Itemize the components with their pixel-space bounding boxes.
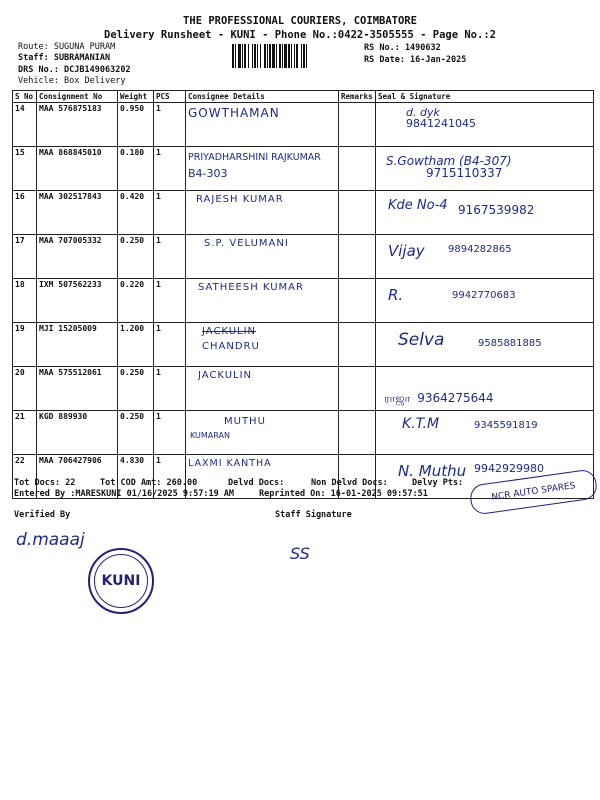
phone-handwriting: 9364275644 (417, 391, 494, 405)
signature-handwriting: Selva (398, 330, 445, 350)
route: Route: SUGUNA PURAM (18, 42, 116, 52)
total-cod-amount: Tot COD Amt: 260.00 (100, 478, 198, 488)
pcs: 1 (154, 323, 186, 367)
signature-handwriting: K.T.M (402, 416, 440, 432)
pcs: 1 (154, 411, 186, 455)
drs-number: DRS No.: DCJB149063202 (18, 65, 131, 75)
col-header-remarks: Remarks (339, 91, 376, 103)
pcs: 1 (154, 191, 186, 235)
runsheet-table (12, 90, 594, 499)
consignment-no: MAA 302517843 (37, 191, 118, 235)
signature-handwriting: ராஜா (384, 392, 411, 405)
sno: 19 (13, 323, 37, 367)
consignee-handwriting: SATHEESH KUMAR (198, 282, 304, 293)
staff-signature: SS (290, 544, 310, 563)
weight: 0.250 (118, 411, 154, 455)
signature-cell (376, 411, 594, 455)
consignee-handwriting: LAXMI KANTHA (188, 458, 272, 469)
signature-cell (376, 235, 594, 279)
pcs: 1 (154, 147, 186, 191)
consignment-no: MAA 576875183 (37, 103, 118, 147)
consignee-handwriting: JACKULIN (202, 326, 257, 337)
barcode (232, 44, 358, 68)
consignment-no: MAA 575512061 (37, 367, 118, 411)
signature-cell (376, 323, 594, 367)
consignment-no: MJI 15205009 (37, 323, 118, 367)
weight: 0.220 (118, 279, 154, 323)
col-header-signature: Seal & Signature (376, 91, 594, 103)
phone-handwriting: 9942770683 (452, 290, 516, 301)
pcs: 1 (154, 103, 186, 147)
sno: 16 (13, 191, 37, 235)
consignment-no: MAA 706427906 (37, 455, 118, 499)
barcode-bar (307, 44, 309, 68)
company-title: THE PROFESSIONAL COURIERS, COIMBATORE (183, 15, 417, 27)
staff: Staff: SUBRAMANIAN (18, 53, 111, 63)
consignee-cell (186, 411, 339, 455)
signature-cell (376, 279, 594, 323)
sno: 14 (13, 103, 37, 147)
table-row (13, 279, 594, 323)
col-header-pcs: PCS (154, 91, 186, 103)
entered-by: Entered By :MARESKUNI 01/16/2025 9:57:19 AM (14, 489, 235, 499)
pcs: 1 (154, 279, 186, 323)
phone-handwriting: 9942929980 (474, 462, 544, 475)
sno: 22 (13, 455, 37, 499)
signature-handwriting: Vijay (388, 242, 425, 260)
phone-handwriting: 9167539982 (458, 203, 535, 217)
phone-handwriting: 9345591819 (474, 420, 538, 431)
total-docs: Tot Docs: 22 (14, 478, 76, 488)
col-header-consignment: Consignment No (37, 91, 118, 103)
sno: 21 (13, 411, 37, 455)
consignee-handwriting-2: CHANDRU (202, 341, 260, 352)
phone-handwriting: 9841241045 (406, 117, 476, 130)
consignee-handwriting: GOWTHAMAN (188, 106, 280, 120)
phone-handwriting: 9894282865 (448, 244, 512, 255)
consignment-no: KGD 889930 (37, 411, 118, 455)
consignment-no: IXM 507562233 (37, 279, 118, 323)
weight: 0.420 (118, 191, 154, 235)
verified-by-label: Verified By (14, 510, 71, 520)
weight: 0.180 (118, 147, 154, 191)
consignee-cell (186, 367, 339, 411)
table-row (13, 103, 594, 147)
pcs: 1 (154, 367, 186, 411)
staff-signature-label: Staff Signature (275, 510, 352, 520)
signature-cell (376, 147, 594, 191)
consignee-handwriting: S.P. VELUMANI (204, 238, 289, 249)
consignee-cell (186, 191, 339, 235)
table-row (13, 191, 594, 235)
signature-handwriting: R. (388, 286, 404, 304)
consignee-cell (186, 235, 339, 279)
sno: 18 (13, 279, 37, 323)
stamp-text: KUNI (101, 573, 141, 589)
delivery-points-note-text: NCR AUTO SPARES (490, 481, 577, 503)
consignee-handwriting-2: B4-303 (188, 167, 228, 180)
sno: 15 (13, 147, 37, 191)
non-delivered-docs: Non Delvd Docs: (311, 478, 388, 488)
consignee-cell (186, 103, 339, 147)
consignee-handwriting: PRIYADHARSHINI RAJKUMAR (188, 152, 321, 163)
consignee-cell (186, 323, 339, 367)
signature-cell (376, 367, 594, 411)
signature-handwriting: N. Muthu (398, 462, 467, 480)
weight: 0.950 (118, 103, 154, 147)
remarks (339, 191, 376, 235)
sno: 17 (13, 235, 37, 279)
delivered-docs: Delvd Docs: (228, 478, 285, 488)
kuni-stamp (88, 548, 154, 614)
weight: 4.830 (118, 455, 154, 499)
signature-handwriting: Kde No-4 (388, 198, 448, 213)
table-header-row (13, 91, 594, 103)
reprinted-on: Reprinted On: 16-01-2025 09:57:51 (259, 489, 428, 499)
consignee-cell (186, 147, 339, 191)
consignee-handwriting-2: KUMARAN (190, 431, 230, 440)
col-header-weight: Weight (118, 91, 154, 103)
consignee-cell (186, 279, 339, 323)
delivery-points: Delvy Pts: (412, 478, 464, 488)
col-header-sno: S No (13, 91, 37, 103)
verifier-signature: d.maaaj (16, 530, 85, 550)
signature-handwriting: d. dyk (406, 106, 440, 119)
weight: 0.250 (118, 235, 154, 279)
consignment-no: MAA 868845010 (37, 147, 118, 191)
signature-handwriting: S.Gowtham (B4-307) (386, 154, 512, 168)
consignee-handwriting: JACKULIN (198, 370, 253, 381)
rs-number: RS No.: 1490632 (364, 43, 441, 53)
pcs: 1 (154, 235, 186, 279)
vehicle: Vehicle: Box Delivery (18, 76, 126, 86)
phone-handwriting: 9715110337 (426, 166, 503, 180)
runsheet-title: Delivery Runsheet - KUNI - Phone No.:0422-3505555 - Page No.:2 (104, 29, 496, 41)
col-header-consignee: Consignee Details (186, 91, 339, 103)
sno: 20 (13, 367, 37, 411)
remarks (339, 103, 376, 147)
table-row (13, 323, 594, 367)
table-row (13, 147, 594, 191)
table-row (13, 235, 594, 279)
rs-date: RS Date: 16-Jan-2025 (364, 55, 467, 65)
table-row (13, 411, 594, 455)
consignee-handwriting: MUTHU (224, 416, 266, 427)
phone-handwriting: 9585881885 (478, 338, 542, 349)
weight: 1.200 (118, 323, 154, 367)
weight: 0.250 (118, 367, 154, 411)
consignee-handwriting: RAJESH KUMAR (196, 194, 284, 205)
pcs: 1 (154, 455, 186, 499)
consignment-no: MAA 707005332 (37, 235, 118, 279)
signature-cell (376, 191, 594, 235)
remarks (339, 147, 376, 191)
table-row (13, 367, 594, 411)
signature-cell (376, 103, 594, 147)
